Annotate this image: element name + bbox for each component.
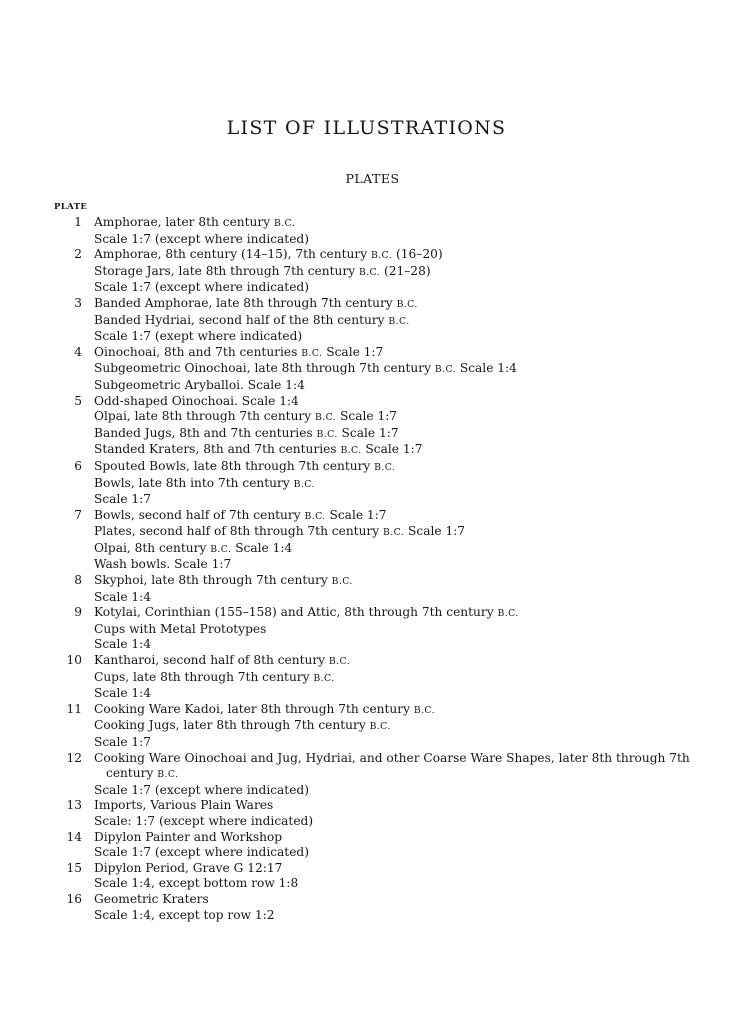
- plate-line-text: Plates, second half of 8th through 7th century: [94, 524, 384, 539]
- plate-line-text: Cups, late 8th through 7th century: [94, 669, 314, 684]
- plate-line-text: Banded Amphorae, late 8th through 7th century: [94, 295, 397, 310]
- era-abbreviation: B.C.: [304, 510, 326, 522]
- plate-number: 6: [74, 458, 82, 473]
- plate-line: [94, 280, 714, 296]
- plate-line: [94, 735, 714, 751]
- plate-line-text: Banded Hydriai, second half of the 8th century: [94, 312, 389, 327]
- plate-description: [94, 605, 714, 653]
- plate-entry: [54, 798, 714, 829]
- plate-description: [94, 215, 714, 247]
- era-abbreviation: B.C.: [157, 769, 179, 781]
- plate-line-text: Scale 1:7: [361, 442, 423, 457]
- plate-line-text: Dipylon Painter and Workshop: [94, 829, 283, 844]
- plate-line: [94, 215, 714, 232]
- plate-line: [94, 908, 714, 924]
- page-title: LIST OF ILLUSTRATIONS: [226, 117, 507, 139]
- plate-entry: [54, 394, 714, 459]
- plate-line: [94, 718, 714, 735]
- plate-line: [94, 751, 714, 783]
- plate-line-text: Wash bowls. Scale 1:7: [94, 557, 232, 572]
- plate-description: [94, 830, 714, 861]
- plate-line-text: Scale 1:4, except bottom row 1:8: [94, 876, 299, 891]
- plate-line-text: Scale 1:7 (except where indicated): [94, 845, 309, 860]
- plate-line-text: Amphorae, 8th century (14–15), 7th century: [94, 247, 371, 262]
- plate-entry: [54, 892, 714, 923]
- plate-line-text: Skyphoi, late 8th through 7th century: [94, 573, 332, 588]
- plate-line-text: (16–20): [392, 247, 443, 262]
- plate-entry: [54, 861, 714, 892]
- plate-line-text: Storage Jars, late 8th through 7th century: [94, 263, 359, 278]
- plate-line: [94, 459, 714, 476]
- plate-number: 4: [74, 344, 82, 359]
- plate-line: [94, 329, 714, 345]
- plate-number: 5: [74, 393, 82, 408]
- plate-line-text: Kantharoi, second half of 8th century: [94, 653, 329, 668]
- plate-line: [94, 524, 714, 541]
- plate-line-text: Scale 1:4: [94, 686, 152, 701]
- plate-entry: [54, 508, 714, 573]
- plate-line: [94, 653, 714, 670]
- plate-line-text: Scale 1:4: [231, 540, 293, 555]
- plate-line: [94, 264, 714, 281]
- plate-line-text: Odd-shaped Oinochoai. Scale 1:4: [94, 393, 299, 408]
- plate-entry: [54, 830, 714, 861]
- plate-line: [94, 426, 714, 443]
- plate-line: [94, 830, 714, 846]
- plate-line-text: Scale 1:7: [404, 524, 466, 539]
- era-abbreviation: B.C.: [413, 704, 435, 716]
- plate-line: [94, 557, 714, 573]
- plate-line: [94, 296, 714, 313]
- plate-line: [94, 814, 714, 830]
- plate-line-text: Scale 1:7: [336, 409, 398, 424]
- plate-description: [94, 798, 714, 829]
- plate-description: [94, 892, 714, 923]
- plate-line: [94, 492, 714, 508]
- era-abbreviation: B.C.: [313, 672, 335, 684]
- plate-number: 14: [66, 829, 82, 844]
- plate-number: 2: [74, 247, 82, 262]
- plate-number: 16: [66, 891, 82, 906]
- plate-line-text: Subgeometric Oinochoai, late 8th through 7th century: [94, 361, 435, 376]
- plate-number: 7: [74, 507, 82, 522]
- plate-entry: [54, 215, 714, 247]
- plate-line: [94, 637, 714, 653]
- plate-line-text: Banded Jugs, 8th and 7th centuries: [94, 425, 317, 440]
- plate-line: [94, 876, 714, 892]
- plate-line-text: Cups with Metal Prototypes: [94, 621, 267, 636]
- plate-line-text: Scale 1:7: [325, 507, 387, 522]
- plate-line: [94, 845, 714, 861]
- plate-description: [94, 508, 714, 573]
- plate-description: [94, 247, 714, 296]
- plate-line-text: Scale 1:7: [337, 425, 399, 440]
- era-abbreviation: B.C.: [301, 347, 323, 359]
- era-abbreviation: B.C.: [293, 478, 315, 490]
- plate-line: [94, 232, 714, 248]
- plate-line-text: Olpai, 8th century: [94, 540, 211, 555]
- era-abbreviation: B.C.: [388, 315, 410, 327]
- plate-line: [94, 476, 714, 493]
- era-abbreviation: B.C.: [315, 412, 337, 424]
- plate-line-text: Bowls, second half of 7th century: [94, 507, 305, 522]
- plate-line: [94, 798, 714, 814]
- plate-line-text: Subgeometric Aryballoi. Scale 1:4: [94, 377, 305, 392]
- era-abbreviation: B.C.: [328, 656, 351, 668]
- plate-line-text: Geometric Kraters: [94, 891, 209, 906]
- plate-column-heading: PLATE: [54, 202, 88, 212]
- plate-line: [94, 622, 714, 638]
- plate-line-text: Scale 1:4: [455, 361, 517, 376]
- plate-number: 11: [66, 701, 82, 716]
- plates-list: [54, 215, 714, 923]
- plate-line: [94, 605, 714, 622]
- plate-line-text: (21–28): [380, 263, 431, 278]
- plate-line-text: Scale 1:7 (except where indicated): [94, 280, 309, 295]
- plate-number: 3: [74, 295, 82, 310]
- plate-line-text: Scale 1:7 (exept where indicated): [94, 329, 303, 344]
- plate-number: 8: [74, 573, 82, 588]
- plate-line-text: Scale: 1:7 (except where indicated): [94, 813, 314, 828]
- era-abbreviation: B.C.: [358, 266, 381, 278]
- plate-line-text: Scale 1:4: [94, 637, 152, 652]
- plate-line-text: Scale 1:4: [94, 589, 152, 604]
- plate-line-text: Scale 1:7: [94, 735, 152, 749]
- plate-line-text: Cooking Ware Kadoi, later 8th through 7th century: [94, 701, 414, 716]
- plate-line-text: Amphorae, later 8th century: [94, 215, 274, 229]
- plate-description: [94, 861, 714, 892]
- plate-line-text: Dipylon Period, Grave G 12:17: [94, 860, 283, 875]
- plate-line-text: Olpai, late 8th through 7th century: [94, 409, 316, 424]
- plate-line: [94, 345, 714, 362]
- plate-entry: [54, 653, 714, 702]
- era-abbreviation: B.C.: [383, 527, 405, 539]
- plate-line-text: Bowls, late 8th into 7th century: [94, 475, 294, 490]
- plate-number: 10: [66, 653, 82, 668]
- plate-line: [94, 861, 714, 877]
- plate-line: [94, 394, 714, 410]
- era-abbreviation: B.C.: [370, 250, 393, 262]
- plate-entry: [54, 751, 714, 799]
- plate-line-text: Kotylai, Corinthian (155–158) and Attic, 8th through 7th century: [94, 605, 498, 620]
- plate-line: [94, 247, 714, 264]
- plate-line: [94, 541, 714, 558]
- plate-line: [94, 670, 714, 687]
- plate-line-text: Scale 1:7 (except where indicated): [94, 231, 309, 246]
- era-abbreviation: B.C.: [369, 721, 391, 733]
- plate-number: 9: [74, 605, 82, 620]
- plate-line-text: Scale 1:7: [322, 344, 384, 359]
- plate-number: 12: [66, 750, 82, 765]
- plate-line: [94, 702, 714, 719]
- section-title: PLATES: [345, 171, 400, 186]
- plate-entry: [54, 345, 714, 394]
- plate-line: [94, 361, 714, 378]
- plate-line-text: Scale 1:4, except top row 1:2: [94, 907, 275, 922]
- plate-line: [94, 590, 714, 606]
- plate-description: [94, 459, 714, 508]
- plate-line-text: Scale 1:7: [94, 492, 152, 507]
- era-abbreviation: B.C.: [497, 608, 519, 620]
- plate-number: 13: [66, 798, 82, 813]
- plate-line: [94, 686, 714, 702]
- plate-entry: [54, 573, 714, 605]
- plate-line-text: Standed Kraters, 8th and 7th centuries: [94, 442, 341, 457]
- plate-entry: [54, 459, 714, 508]
- plate-line: [94, 313, 714, 330]
- plate-entry: [54, 247, 714, 296]
- plate-line: [94, 573, 714, 590]
- plate-description: [94, 653, 714, 702]
- era-abbreviation: B.C.: [316, 428, 338, 440]
- plate-line: [94, 892, 714, 908]
- plate-description: [94, 751, 714, 799]
- era-abbreviation: B.C.: [374, 461, 396, 473]
- plate-description: [94, 573, 714, 605]
- era-abbreviation: B.C.: [434, 364, 456, 376]
- plate-description: [94, 296, 714, 345]
- plate-line: [94, 508, 714, 525]
- plate-line-text: Cooking Jugs, later 8th through 7th century: [94, 718, 370, 733]
- plate-line-text: Oinochoai, 8th and 7th centuries: [94, 344, 302, 359]
- plate-line: [94, 783, 714, 799]
- plate-line: [94, 378, 714, 394]
- plate-number: 15: [66, 860, 82, 875]
- plate-line-text: Spouted Bowls, late 8th through 7th century: [94, 458, 375, 473]
- plate-line: [94, 442, 714, 459]
- era-abbreviation: B.C.: [340, 445, 362, 457]
- plate-number: 1: [74, 215, 82, 229]
- era-abbreviation: B.C.: [396, 298, 418, 310]
- plate-description: [94, 345, 714, 394]
- plate-line: [94, 409, 714, 426]
- plate-entry: [54, 296, 714, 345]
- era-abbreviation: B.C.: [331, 576, 353, 588]
- plate-line-text: Cooking Ware Oinochoai and Jug, Hydriai, and other Coarse Ware Shapes, later 8th through 7th century: [94, 750, 690, 781]
- plate-description: [94, 702, 714, 751]
- plate-line-text: Scale 1:7 (except where indicated): [94, 782, 309, 797]
- plate-description: [94, 394, 714, 459]
- era-abbreviation: B.C.: [210, 543, 232, 555]
- plate-entry: [54, 605, 714, 653]
- era-abbreviation: B.C.: [273, 218, 296, 229]
- plate-line-text: Imports, Various Plain Wares: [94, 798, 274, 813]
- plate-entry: [54, 702, 714, 751]
